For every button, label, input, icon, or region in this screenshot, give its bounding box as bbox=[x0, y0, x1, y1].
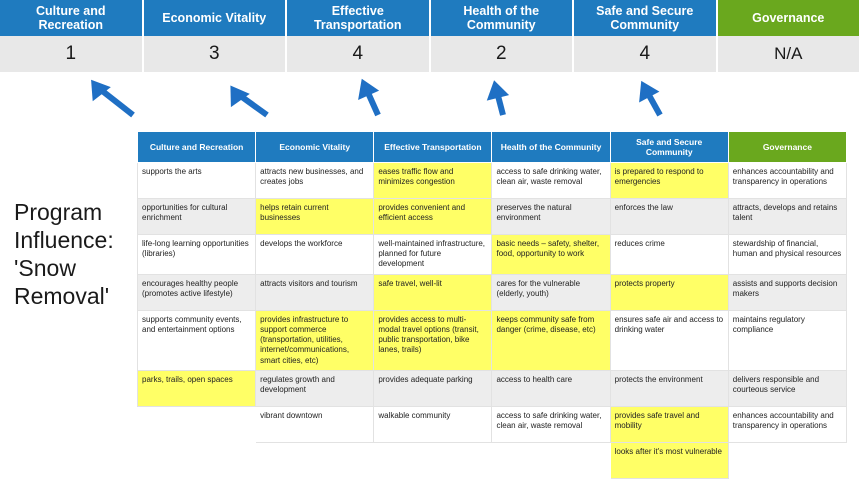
arrow-group bbox=[0, 70, 859, 135]
score-economic-vitality: 3 bbox=[144, 36, 288, 72]
header-governance[interactable]: Governance bbox=[718, 0, 859, 36]
table-row bbox=[138, 406, 847, 442]
matrix-cell: supports community events, and entertainment options bbox=[138, 310, 256, 370]
matrix-cell: access to health care bbox=[492, 370, 610, 406]
table-row bbox=[138, 310, 847, 370]
header-safe-and-secure-community[interactable]: Safe and Secure Community bbox=[574, 0, 718, 36]
matrix-cell-empty bbox=[492, 442, 610, 478]
score-health-of-the-community: 2 bbox=[431, 36, 575, 72]
matrix-header-governance[interactable]: Governance bbox=[728, 132, 846, 163]
matrix-header-effective-transportation[interactable]: Effective Transportation bbox=[374, 132, 492, 163]
page-title: Program Influence: 'Snow Removal' bbox=[14, 198, 139, 310]
matrix-cell: regulates growth and development bbox=[256, 370, 374, 406]
arrow-shaft-1 bbox=[96, 86, 133, 115]
matrix-cell: protects the environment bbox=[610, 370, 728, 406]
matrix-cell: looks after it's most vulnerable bbox=[610, 442, 728, 478]
matrix-cell: helps retain current businesses bbox=[256, 199, 374, 235]
matrix-header-safe-and-secure-community[interactable]: Safe and Secure Community bbox=[610, 132, 728, 163]
matrix-cell: ensures safe air and access to drinking water bbox=[610, 310, 728, 370]
matrix-cell: enhances accountability and transparency in operations bbox=[728, 163, 846, 199]
arrow-head-1 bbox=[82, 73, 111, 101]
matrix-header-culture-and-recreation[interactable]: Culture and Recreation bbox=[138, 132, 256, 163]
matrix-cell: basic needs – safety, shelter, food, opportunity to work bbox=[492, 235, 610, 275]
matrix-cell: develops the workforce bbox=[256, 235, 374, 275]
arrow-shaft-5 bbox=[645, 88, 660, 115]
score-culture-and-recreation: 1 bbox=[0, 36, 144, 72]
header-health-of-the-community[interactable]: Health of the Community bbox=[431, 0, 575, 36]
table-row bbox=[138, 163, 847, 199]
matrix-cell: delivers responsible and courteous service bbox=[728, 370, 846, 406]
score-safe-and-secure-community: 4 bbox=[574, 36, 718, 72]
matrix-cell: access to safe drinking water, clean air, waste removal bbox=[492, 163, 610, 199]
priorities-matrix bbox=[137, 131, 847, 479]
arrow-shaft-2 bbox=[235, 92, 267, 115]
score-effective-transportation: 4 bbox=[287, 36, 431, 72]
matrix-cell: vibrant downtown bbox=[256, 406, 374, 442]
matrix-cell: reduces crime bbox=[610, 235, 728, 275]
matrix-cell: attracts, develops and retains talent bbox=[728, 199, 846, 235]
matrix-cell-empty bbox=[138, 442, 256, 478]
table-row bbox=[138, 370, 847, 406]
table-row bbox=[138, 274, 847, 310]
matrix-cell: is prepared to respond to emergencies bbox=[610, 163, 728, 199]
matrix-cell: opportunities for cultural enrichment bbox=[138, 199, 256, 235]
matrix-cell: eases traffic flow and minimizes congestion bbox=[374, 163, 492, 199]
header-culture-and-recreation[interactable]: Culture and Recreation bbox=[0, 0, 144, 36]
matrix-cell: provides adequate parking bbox=[374, 370, 492, 406]
header-effective-transportation[interactable]: Effective Transportation bbox=[287, 0, 431, 36]
matrix-cell: provides infrastructure to support commerce (transportation, utilities, internet/communications, smart cities, etc) bbox=[256, 310, 374, 370]
matrix-header-row bbox=[138, 132, 847, 163]
arrow-head-4 bbox=[482, 78, 509, 101]
matrix-cell: protects property bbox=[610, 274, 728, 310]
arrow-head-3 bbox=[351, 74, 379, 100]
table-row bbox=[138, 199, 847, 235]
matrix-cell-empty bbox=[256, 442, 374, 478]
table-row bbox=[138, 442, 847, 478]
matrix-cell: provides safe travel and mobility bbox=[610, 406, 728, 442]
matrix-cell: walkable community bbox=[374, 406, 492, 442]
matrix-cell: enforces the law bbox=[610, 199, 728, 235]
matrix-cell-empty bbox=[374, 442, 492, 478]
arrow-shaft-3 bbox=[365, 86, 378, 115]
matrix-cell: supports the arts bbox=[138, 163, 256, 199]
matrix-cell: maintains regulatory compliance bbox=[728, 310, 846, 370]
matrix-cell-empty bbox=[138, 406, 256, 442]
matrix-cell: encourages healthy people (promotes active lifestyle) bbox=[138, 274, 256, 310]
header-economic-vitality[interactable]: Economic Vitality bbox=[144, 0, 288, 36]
score-band bbox=[0, 36, 859, 72]
matrix-cell: access to safe drinking water, clean air, waste removal bbox=[492, 406, 610, 442]
matrix-cell: preserves the natural environment bbox=[492, 199, 610, 235]
matrix-cell: life-long learning opportunities (libraries) bbox=[138, 235, 256, 275]
matrix-cell: stewardship of financial, human and physical resources bbox=[728, 235, 846, 275]
matrix-cell: cares for the vulnerable (elderly, youth) bbox=[492, 274, 610, 310]
matrix-cell: attracts visitors and tourism bbox=[256, 274, 374, 310]
matrix-cell: enhances accountability and transparency in operations bbox=[728, 406, 846, 442]
priority-header-band bbox=[0, 0, 859, 36]
matrix-cell-empty bbox=[728, 442, 846, 478]
matrix-cell: well-maintained infrastructure, planned for future development bbox=[374, 235, 492, 275]
matrix-cell: assists and supports decision makers bbox=[728, 274, 846, 310]
arrow-shaft-4 bbox=[496, 88, 503, 115]
matrix-cell: attracts new businesses, and creates jobs bbox=[256, 163, 374, 199]
score-governance: N/A bbox=[718, 36, 859, 72]
matrix-cell: provides convenient and efficient access bbox=[374, 199, 492, 235]
matrix-cell: safe travel, well-lit bbox=[374, 274, 492, 310]
arrow-head-5 bbox=[631, 76, 660, 103]
table-row bbox=[138, 235, 847, 275]
arrow-head-2 bbox=[221, 79, 250, 107]
matrix-cell: provides access to multi-modal travel options (transit, public transportation, bike lanes, trails) bbox=[374, 310, 492, 370]
matrix-header-health-of-the-community[interactable]: Health of the Community bbox=[492, 132, 610, 163]
matrix-header-economic-vitality[interactable]: Economic Vitality bbox=[256, 132, 374, 163]
matrix-cell: keeps community safe from danger (crime, disease, etc) bbox=[492, 310, 610, 370]
matrix-cell: parks, trails, open spaces bbox=[138, 370, 256, 406]
